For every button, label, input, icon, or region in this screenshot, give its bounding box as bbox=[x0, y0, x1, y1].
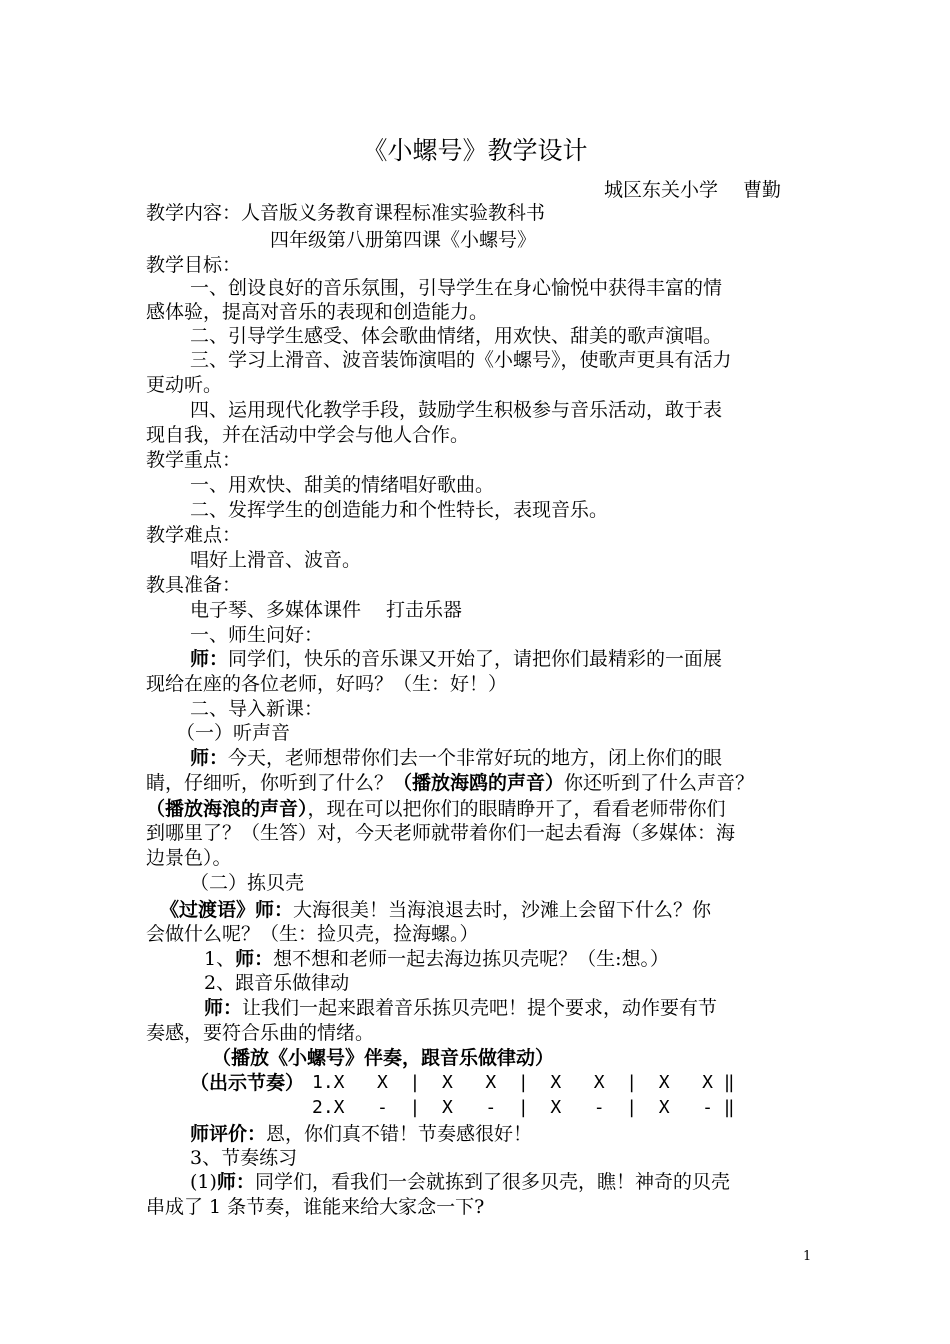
text-segment: （二）拣贝壳 bbox=[190, 872, 305, 894]
text-line bbox=[146, 423, 469, 447]
rhythm-line-1: 1.X X | X X | X X | X X ‖ bbox=[312, 1072, 735, 1093]
text-segment: 睛，仔细听，你听到了什么？ bbox=[146, 772, 394, 794]
text-line bbox=[190, 1146, 297, 1170]
text-segment: 恩，你们真不错！节奏感很好！ bbox=[266, 1123, 533, 1145]
text-segment: 让我们一起来跟着音乐拣贝壳吧！提个要求，动作要有节 bbox=[242, 997, 718, 1019]
text-line bbox=[190, 697, 323, 721]
text-segment: 同学们，快乐的音乐课又开始了，请把你们最精彩的一面展 bbox=[228, 648, 723, 670]
text-segment: 二、发挥学生的创造能力和个性特长，表现音乐。 bbox=[190, 499, 609, 521]
document-title: 《小螺号》教学设计 bbox=[362, 136, 588, 165]
text-line bbox=[146, 253, 241, 277]
text-line bbox=[190, 647, 722, 671]
text-line bbox=[204, 947, 669, 971]
text-line bbox=[146, 300, 488, 324]
text-segment: 教学内容：人音版义务教育课程标准实验教科书 bbox=[146, 202, 546, 224]
bold-text: 师： bbox=[204, 997, 243, 1019]
text-line bbox=[190, 746, 722, 770]
text-line bbox=[190, 348, 732, 372]
bold-text: 师： bbox=[216, 1171, 255, 1193]
text-segment: 现给在座的各位老师，好吗？（生：好！） bbox=[146, 673, 508, 695]
bold-text: （出示节奏） bbox=[190, 1072, 305, 1094]
text-segment: 唱好上滑音、波音。 bbox=[190, 549, 362, 571]
bold-text: 师： bbox=[235, 948, 274, 970]
text-segment: 四年级第八册第四课《小螺号》 bbox=[270, 229, 537, 251]
bold-text: 师评价： bbox=[190, 1123, 267, 1145]
text-line bbox=[146, 821, 735, 845]
text-segment: 今天，老师想带你们去一个非常好玩的地方，闭上你们的眼 bbox=[228, 747, 723, 769]
text-line bbox=[190, 1071, 304, 1095]
text-segment: 三、学习上滑音、波音装饰演唱的《小螺号》，使歌声更具有活力 bbox=[190, 349, 732, 371]
text-segment: 二、导入新课： bbox=[190, 698, 324, 720]
author-line: 城区东关小学 曹勤 bbox=[604, 179, 782, 201]
text-line bbox=[146, 573, 241, 597]
text-segment: 3、节奏练习 bbox=[190, 1147, 298, 1169]
bold-text: 师： bbox=[190, 747, 229, 769]
text-segment: 四、运用现代化教学手段，鼓励学生积极参与音乐活动，敢于表 bbox=[190, 399, 723, 421]
text-segment: 电子琴、多媒体课件 打击乐器 bbox=[190, 599, 463, 621]
text-segment: 你还听到了什么声音？ bbox=[564, 772, 755, 794]
text-line bbox=[146, 672, 507, 696]
text-line bbox=[190, 498, 608, 522]
text-line bbox=[146, 201, 545, 225]
text-line bbox=[146, 1195, 484, 1219]
text-segment: 教学目标： bbox=[146, 254, 242, 276]
text-segment: 现自我，并在活动中学会与他人合作。 bbox=[146, 424, 470, 446]
text-segment: 更动听。 bbox=[146, 374, 223, 396]
bold-text: 师： bbox=[190, 648, 229, 670]
text-line bbox=[270, 228, 536, 252]
text-segment: （一）听声音 bbox=[176, 722, 291, 744]
text-line bbox=[146, 523, 241, 547]
text-line bbox=[190, 276, 722, 300]
text-line bbox=[190, 598, 462, 622]
text-line bbox=[160, 898, 711, 922]
bold-text: （播放海浪的声音） bbox=[146, 798, 308, 820]
text-segment: 边景色）。 bbox=[146, 847, 232, 869]
text-line bbox=[190, 871, 304, 895]
text-segment: 到哪里了？（生答）对，今天老师就带着你们一起去看海（多媒体：海 bbox=[146, 822, 736, 844]
text-segment: 教具准备： bbox=[146, 574, 242, 596]
text-line bbox=[190, 1122, 532, 1146]
bold-text: （播放海鸥的声音） bbox=[393, 772, 565, 794]
text-line bbox=[146, 846, 232, 870]
text-segment: (1) bbox=[190, 1171, 217, 1193]
text-line bbox=[190, 623, 323, 647]
text-line bbox=[146, 1021, 374, 1045]
text-line bbox=[146, 373, 222, 397]
text-segment: 大海很美！当海浪退去时，沙滩上会留下什么？你 bbox=[293, 899, 712, 921]
text-line bbox=[190, 1170, 730, 1194]
text-segment: 二、引导学生感受、体会歌曲情绪，用欢快、甜美的歌声演唱。 bbox=[190, 325, 723, 347]
text-line bbox=[190, 398, 722, 422]
text-segment: 一、创设良好的音乐氛围，引导学生在身心愉悦中获得丰富的情 bbox=[190, 277, 723, 299]
text-segment: 会做什么呢？（生：捡贝壳，捡海螺。） bbox=[146, 923, 479, 945]
text-line bbox=[146, 448, 241, 472]
text-segment: 1、 bbox=[204, 948, 236, 970]
bold-text: （播放《小螺号》伴奏，跟音乐做律动） bbox=[212, 1047, 555, 1069]
text-segment: ，现在可以把你们的眼睛睁开了，看看老师带你们 bbox=[307, 798, 726, 820]
text-line bbox=[190, 324, 722, 348]
text-line bbox=[190, 548, 361, 572]
page-number: 1 bbox=[803, 1249, 812, 1264]
text-segment: 奏感，要符合乐曲的情绪。 bbox=[146, 1022, 375, 1044]
text-segment: 一、师生问好： bbox=[190, 624, 324, 646]
text-segment: 想不想和老师一起去海边拣贝壳呢？（生:想。） bbox=[273, 948, 670, 970]
text-line bbox=[204, 996, 717, 1020]
text-segment: 串成了 1 条节奏，谁能来给大家念一下? bbox=[146, 1196, 485, 1218]
text-line bbox=[204, 971, 349, 995]
text-line bbox=[146, 771, 754, 795]
text-segment: 感体验，提高对音乐的表现和创造能力。 bbox=[146, 301, 489, 323]
text-line bbox=[190, 473, 494, 497]
text-line bbox=[176, 721, 290, 745]
text-line bbox=[146, 922, 479, 946]
bold-text: 《过渡语》师： bbox=[160, 899, 294, 921]
text-segment: 2、跟音乐做律动 bbox=[204, 972, 350, 994]
rhythm-line-2: 2.X - | X - | X - | X - ‖ bbox=[312, 1097, 735, 1118]
text-line bbox=[146, 797, 726, 821]
text-line bbox=[212, 1046, 554, 1070]
text-segment: 一、用欢快、甜美的情绪唱好歌曲。 bbox=[190, 474, 495, 496]
text-segment: 教学重点： bbox=[146, 449, 242, 471]
text-segment: 教学难点： bbox=[146, 524, 242, 546]
text-segment: 同学们，看我们一会就拣到了很多贝壳，瞧！神奇的贝壳 bbox=[254, 1171, 730, 1193]
